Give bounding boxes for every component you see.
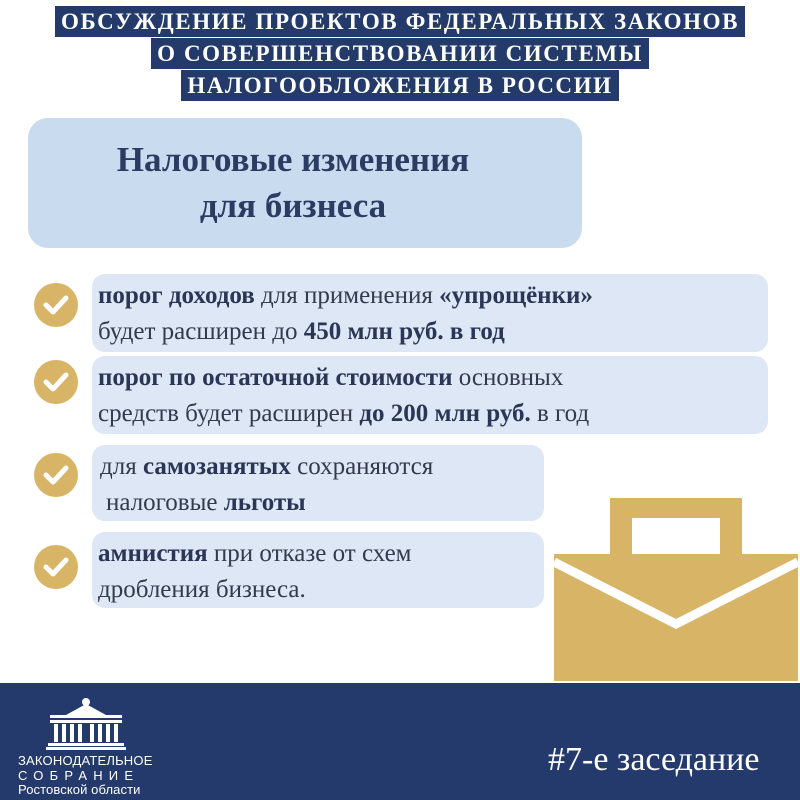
- session-label: #7-е заседание: [548, 741, 760, 778]
- item-text: средств будет расширен: [98, 400, 360, 427]
- emphasis-text: до 200 млн руб.: [359, 400, 531, 427]
- check-circle-icon: [34, 545, 78, 589]
- headline-box: [28, 118, 582, 248]
- list-item-line: [98, 536, 544, 572]
- check-circle-icon: [34, 453, 78, 497]
- list-item: [92, 356, 768, 434]
- emphasis-text: порог доходов: [98, 282, 255, 309]
- emphasis-text: самозанятых: [142, 453, 291, 480]
- list-item-line: [98, 314, 768, 350]
- header-line-2: [0, 38, 800, 70]
- header-title-line-2: О СОВЕРШЕНСТВОВАНИИ СИСТЕМЫ: [151, 38, 649, 69]
- emphasis-text: порог по остаточной стоимости: [98, 364, 453, 391]
- emphasis-text: «упрощёнки»: [439, 282, 593, 309]
- list-item-line: [100, 485, 544, 521]
- item-text: будет расширен до: [98, 318, 304, 345]
- list-item-line: [98, 360, 768, 396]
- item-text: для: [100, 453, 143, 480]
- list-item-line: [98, 396, 768, 432]
- item-text: сохраняются: [290, 453, 434, 480]
- org-name-line-1: ЗАКОНОДАТЕЛЬНОЕ: [18, 753, 153, 768]
- list-item-line: [98, 572, 544, 608]
- list-item-line: [100, 449, 544, 485]
- headline-line-2: для бизнеса: [199, 186, 387, 225]
- emphasis-text: амнистия: [98, 540, 208, 567]
- header-title-line-1: ОБСУЖДЕНИЕ ПРОЕКТОВ ФЕДЕРАЛЬНЫХ ЗАКОНОВ: [55, 6, 745, 37]
- org-name-line-3: Ростовской области: [18, 782, 141, 797]
- list-item: [92, 445, 544, 521]
- list-item: [92, 532, 544, 608]
- list-item: [92, 274, 768, 352]
- header-line-1: [0, 6, 800, 38]
- item-text: налоговые: [106, 489, 224, 516]
- header-title-line-3: НАЛОГООБЛОЖЕНИЯ В РОССИИ: [181, 70, 618, 101]
- item-text: при отказе от схем: [207, 540, 412, 567]
- item-text: в год: [530, 400, 590, 427]
- item-text: дробления бизнеса.: [98, 576, 306, 603]
- parliament-building-icon: [46, 695, 126, 753]
- headline-line-1: Налоговые изменения: [116, 140, 470, 179]
- check-circle-icon: [34, 360, 78, 404]
- header-line-3: [0, 70, 800, 102]
- item-text: основных: [452, 364, 564, 391]
- org-name-line-2: СОБРАНИЕ: [18, 768, 140, 783]
- check-circle-icon: [34, 283, 78, 327]
- briefcase-icon: [552, 492, 800, 682]
- list-item-line: [98, 278, 768, 314]
- emphasis-text: льготы: [223, 489, 306, 516]
- item-text: для применения: [254, 282, 440, 309]
- emphasis-text: 450 млн руб. в год: [303, 318, 505, 345]
